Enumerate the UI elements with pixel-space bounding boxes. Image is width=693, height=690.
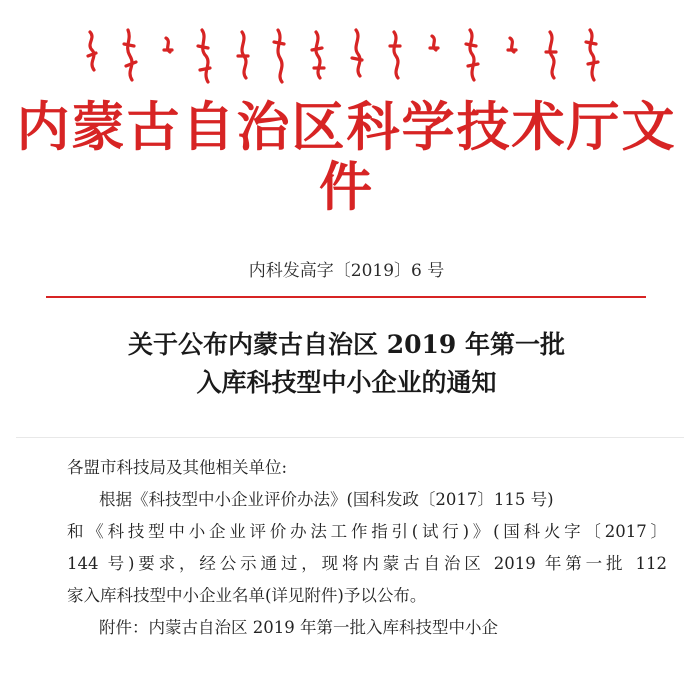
salutation: 各盟市科技局及其他相关单位:: [67, 458, 288, 477]
body-line-2: 和《科技型中小企业评价办法工作指引(试行)》(国科火字〔2017〕: [67, 522, 667, 541]
notice-title-line-1: 关于公布内蒙古自治区 2019 年第一批: [128, 330, 565, 359]
notice-body: [67, 452, 667, 644]
page-seam: [16, 437, 684, 438]
attachment-line: 附件：内蒙古自治区 2019 年第一批入库科技型中小企: [99, 618, 498, 637]
notice-title-line-2: 入库科技型中小企业的通知: [196, 368, 497, 397]
agency-header-title: 内蒙古自治区科学技术厅文件: [16, 97, 677, 218]
red-divider-line: [46, 296, 646, 298]
body-line-1: 根据《科技型中小企业评价办法》(国科发政〔2017〕115 号): [99, 490, 554, 509]
notice-title: [0, 326, 693, 402]
body-line-3: 144 号)要求，经公示通过，现将内蒙古自治区 2019 年第一批 112: [67, 554, 667, 573]
document-number: 内科发高字〔2019〕6 号: [248, 261, 445, 281]
mongolian-script-heading: [80, 26, 620, 84]
body-line-4: 家入库科技型中小企业名单(详见附件)予以公布。: [67, 586, 427, 605]
mongolian-script-icon: [80, 26, 620, 84]
